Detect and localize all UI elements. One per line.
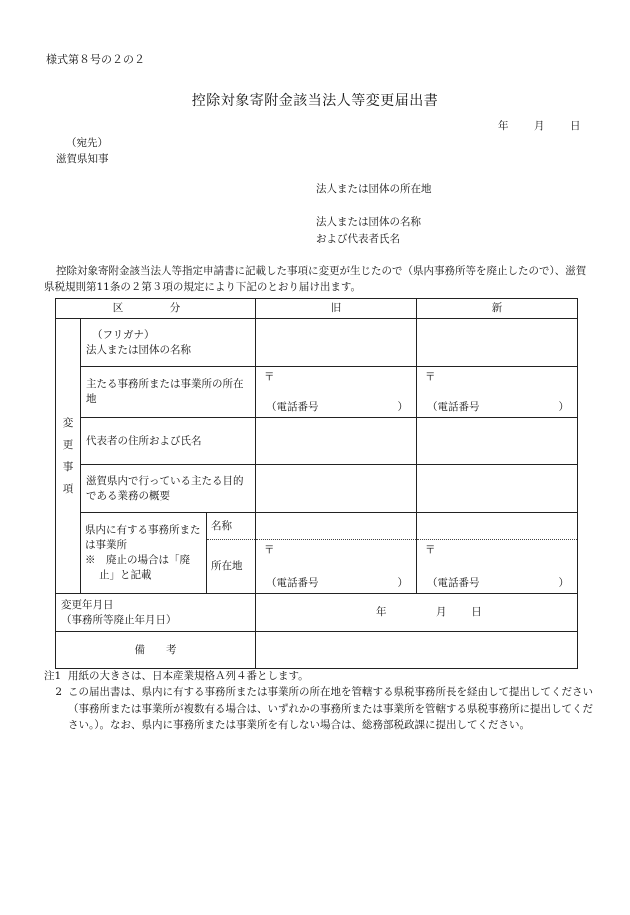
change-date-day: 日	[471, 606, 482, 619]
addressee-label: （宛先）	[66, 137, 108, 149]
remarks-field[interactable]	[256, 632, 578, 669]
furigana-label: （フリガナ）	[92, 328, 155, 341]
table-header-row	[56, 299, 578, 319]
header-old: 旧	[256, 299, 417, 319]
change-date-year: 年	[376, 606, 387, 619]
prefectural-office-label: 県内に有する事務所または事業所	[85, 523, 201, 551]
date-month: 月	[534, 120, 545, 132]
new-main-office[interactable]	[417, 367, 578, 418]
row-prefectural-office	[56, 513, 578, 594]
phone-field: （電話番号 ）	[266, 577, 409, 589]
sub-label-name: 名称	[207, 513, 255, 540]
old-representative[interactable]	[256, 418, 417, 465]
row-remarks	[56, 632, 578, 669]
change-date-sub-label: （事務所等廃止年月日）	[61, 613, 177, 626]
postal-mark-icon: 〒	[264, 544, 275, 557]
submission-date-line	[498, 120, 581, 133]
note-item: 2 この届出書は、県内に有する事務所または事業所の所在地を管轄する県税事務所長を経由して提出してください（事務所または事業所が複数有る場合は、いずれかの事務所または事業所を管轄する県税事務所に提出してください。）。なお、県内に事務所または事業所を有しない場合は、総務部税政課に提出してください。	[55, 686, 593, 731]
header-new: 新	[417, 299, 578, 319]
old-prefectural-office[interactable]	[256, 513, 417, 594]
change-date-label: 変更年月日	[61, 598, 114, 611]
row-business-overview	[56, 465, 578, 513]
old-office-location-field[interactable]	[256, 540, 416, 593]
row-organization-name	[56, 319, 578, 367]
label-representative: 代表者の住所および氏名	[81, 418, 256, 465]
applicant-name-label: 法人または団体の名称	[316, 216, 421, 228]
applicant-representative-label: および代表者氏名	[316, 233, 400, 245]
old-business-overview[interactable]	[256, 465, 417, 513]
date-day: 日	[570, 120, 581, 132]
postal-mark-icon: 〒	[425, 544, 436, 557]
old-main-office[interactable]	[256, 367, 417, 418]
label-main-office: 主たる事務所または事業所の所在地	[81, 367, 256, 418]
intro-statement: 控除対象寄附金該当法人等指定申請書に記載した事項に変更が生じたので（県内事務所等を廃止したので）、滋賀県税規則第11条の２第３項の規定により下記のとおり届け出ます。	[44, 265, 587, 294]
phone-field: （電話番号 ）	[266, 401, 409, 413]
section-label-change-items: 変 更 事 項	[56, 319, 81, 594]
phone-field: （電話番号 ）	[427, 577, 570, 589]
change-date-field[interactable]	[256, 594, 578, 632]
label-change-date	[56, 594, 256, 632]
date-year: 年	[498, 120, 509, 132]
notes-section	[44, 668, 594, 733]
new-organization-name[interactable]	[417, 319, 578, 367]
new-business-overview[interactable]	[417, 465, 578, 513]
new-prefectural-office[interactable]	[417, 513, 578, 594]
new-representative[interactable]	[417, 418, 578, 465]
new-office-name-field[interactable]	[417, 513, 577, 540]
old-organization-name[interactable]	[256, 319, 417, 367]
sub-label-cell	[207, 513, 256, 594]
new-office-location-field[interactable]	[417, 540, 577, 593]
label-organization-name	[81, 319, 256, 367]
note-item: 注1 用紙の大きさは、日本産業規格Ａ列４番とします。	[44, 670, 309, 682]
header-category: 区 分	[56, 299, 256, 319]
phone-field: （電話番号 ）	[427, 401, 570, 413]
sub-label-location: 所在地	[211, 560, 243, 573]
addressee-name: 滋賀県知事	[56, 153, 109, 165]
change-items-table	[55, 298, 578, 669]
label-business-overview: 滋賀県内で行っている主たる目的である業務の概要	[81, 465, 256, 513]
form-number: 様式第８号の２の２	[46, 53, 145, 66]
old-office-name-field[interactable]	[256, 513, 416, 540]
prefectural-office-note: ※ 廃止の場合は「廃止」と記載	[85, 554, 190, 582]
postal-mark-icon: 〒	[425, 371, 436, 384]
applicant-address-label: 法人または団体の所在地	[316, 183, 432, 195]
label-prefectural-office	[81, 513, 207, 594]
label-remarks: 備 考	[56, 632, 256, 669]
organization-name-label: 法人または団体の名称	[86, 343, 191, 356]
row-representative	[56, 418, 578, 465]
postal-mark-icon: 〒	[264, 371, 275, 384]
form-title: 控除対象寄附金該当法人等変更届出書	[191, 93, 439, 109]
row-main-office	[56, 367, 578, 418]
row-change-date	[56, 594, 578, 632]
change-date-month: 月	[436, 606, 447, 619]
